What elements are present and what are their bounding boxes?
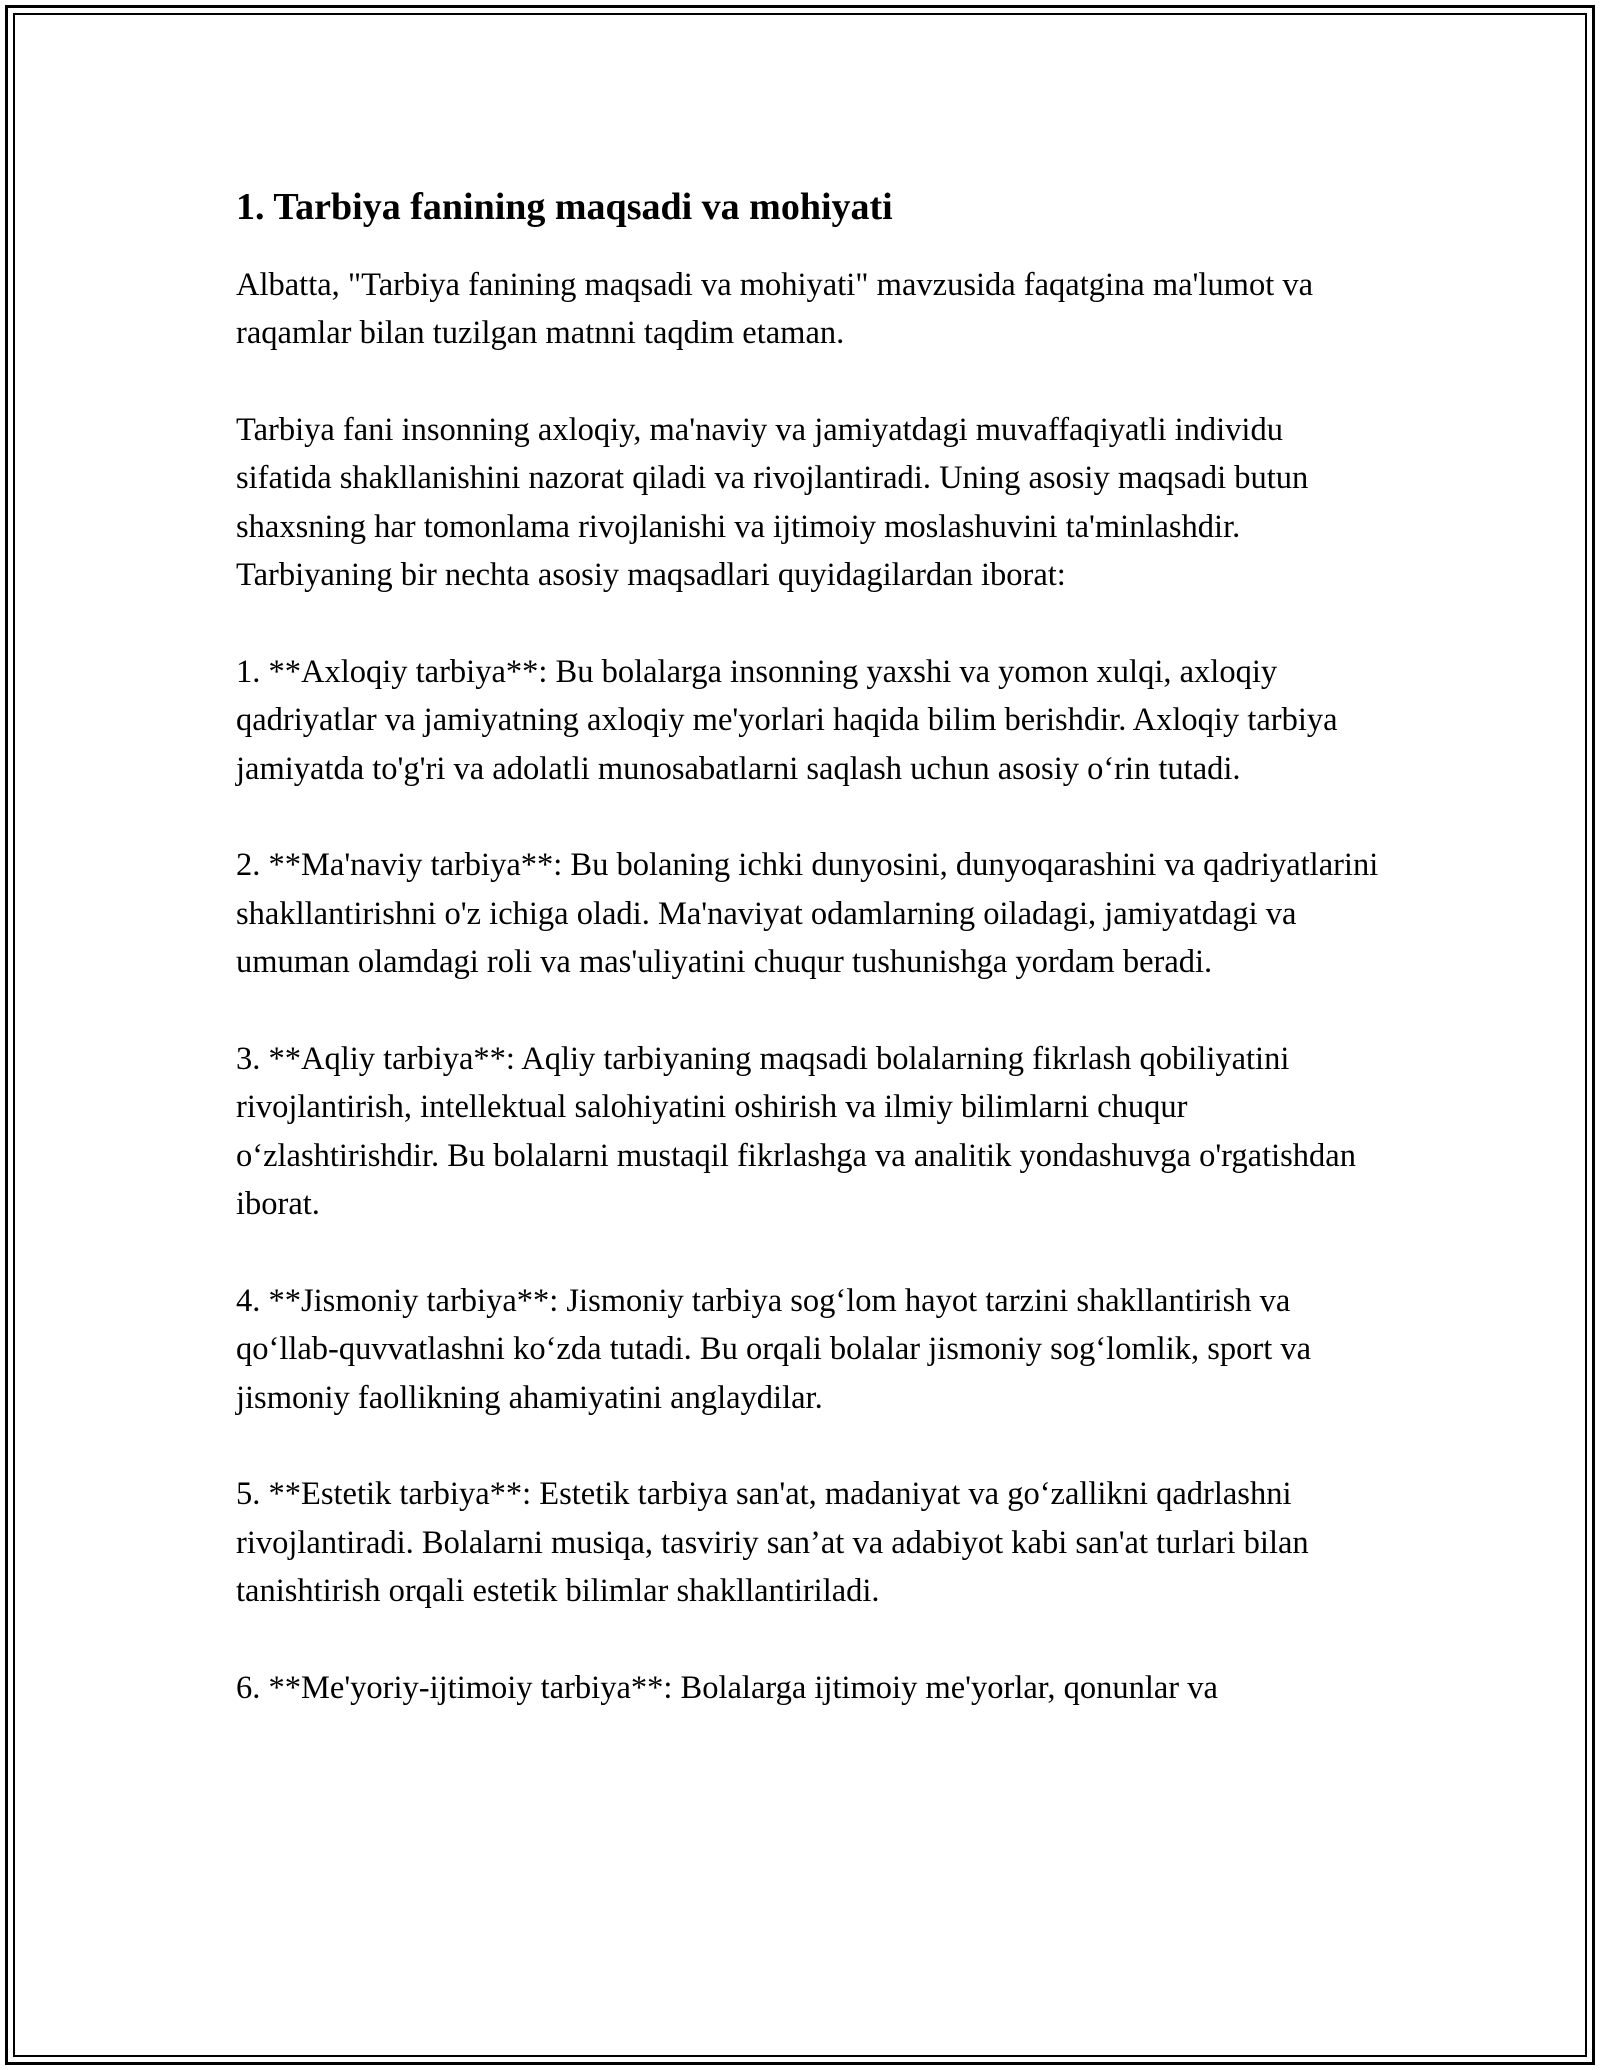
list-item-jismoniy: 4. **Jismoniy tarbiya**: Jismoniy tarbiya sog‘lom hayot tarzini shakllantirish va qo‘llab-quvvatlashni ko‘zda tutadi. Bu orqali bolalar jismoniy sog‘lomlik, sport va jismoniy faollikning ahamiyatini anglaydilar. <box>236 1282 1312 1416</box>
document-page <box>236 185 1386 1760</box>
paragraph-overview: Tarbiya fani insonning axloqiy, ma'naviy va jamiyatdagi muvaffaqiyatli individu sifatida shakllanishini nazorat qiladi va rivojlantiradi. Uning asosiy maqsadi butun shaxsning har tomonlama rivojlanishi va ijtimoiy moslashuvini ta'minlashdir. Tarbiyaning bir nechta asosiy maqsadlari quyidagilardan iborat: <box>236 411 1309 594</box>
list-item-aqliy: 3. **Aqliy tarbiya**: Aqliy tarbiyaning maqsadi bolalarning fikrlash qobiliyatini rivojlantirish, intellektual salohiyatini oshirish va ilmiy bilimlarni chuqur o‘zlashtirishdir. Bu bolalarni mustaqil fikrlashga va analitik yondashuvga o'rgatishdan iborat. <box>236 1040 1356 1223</box>
paragraph-intro: Albatta, "Tarbiya fanining maqsadi va mohiyati" mavzusida faqatgina ma'lumot va raqamlar bilan tuzilgan matnni taqdim etaman. <box>236 266 1314 352</box>
list-item-estetik: 5. **Estetik tarbiya**: Estetik tarbiya san'at, madaniyat va go‘zallikni qadrlashni rivojlantiradi. Bolalarni musiqa, tasviriy san’at va adabiyot kabi san'at turlari bilan tanishtirish orqali estetik bilimlar shakllantiriladi. <box>236 1476 1309 1610</box>
list-item-manaviy: 2. **Ma'naviy tarbiya**: Bu bolaning ichki dunyosini, dunyoqarashini va qadriyatlarini shakllantirishni o'z ichiga oladi. Ma'naviyat odamlarning oiladagi, jamiyatdagi va umuman olamdagi roli va mas'uliyatini chuqur tushunishga yordam beradi. <box>236 847 1379 981</box>
document-title: 1. Tarbiya fanining maqsadi va mohiyati <box>236 186 893 228</box>
list-item-axloqiy: 1. **Axloqiy tarbiya**: Bu bolalarga insonning yaxshi va yomon xulqi, axloqiy qadriyatlar va jamiyatning axloqiy me'yorlari haqida bilim berishdir. Axloqiy tarbiya jamiyatda to'g'ri va adolatli munosabatlarni saqlash uchun asosiy o‘rin tutadi. <box>236 653 1338 787</box>
list-item-meyoriy: 6. **Me'yoriy-ijtimoiy tarbiya**: Bolalarga ijtimoiy me'yorlar, qonunlar va <box>236 1669 1218 1706</box>
